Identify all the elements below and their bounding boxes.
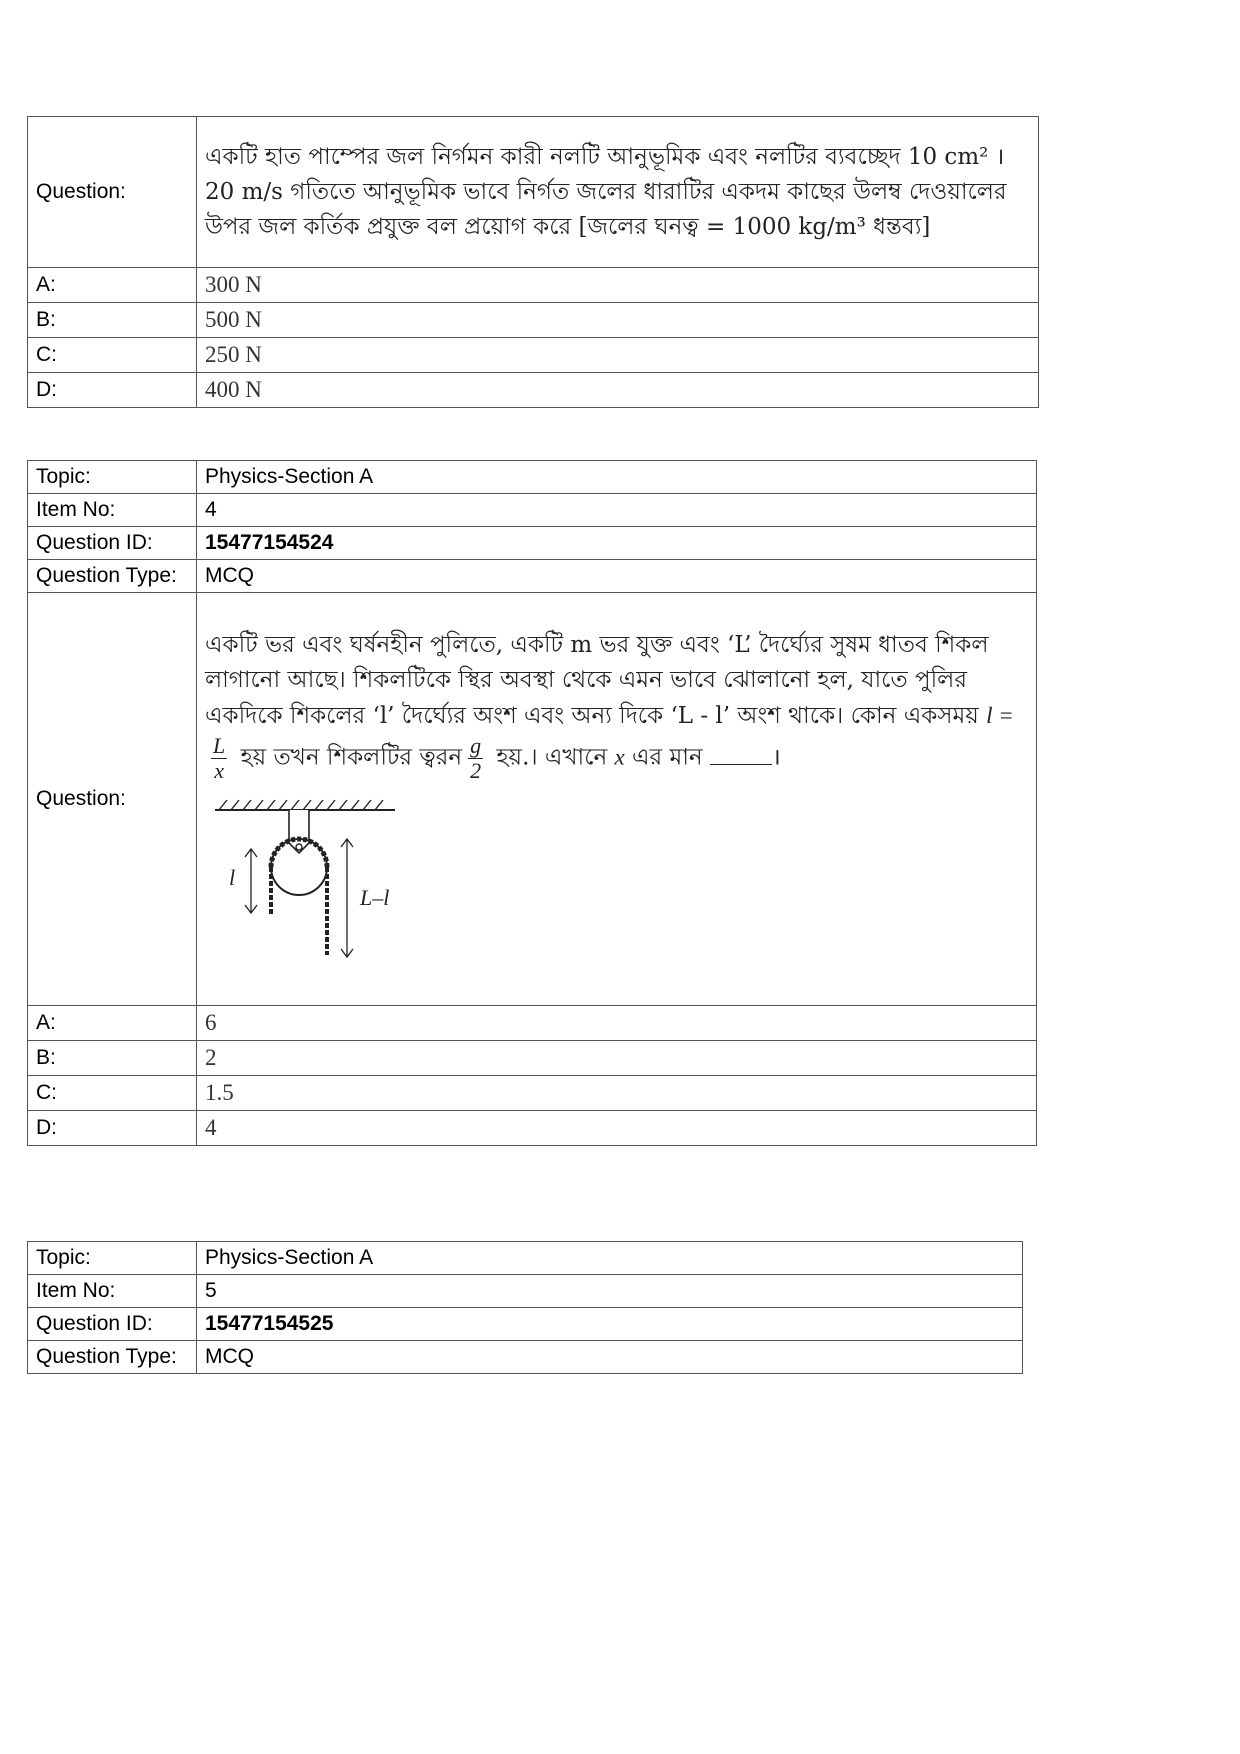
option-value: 1.5	[197, 1076, 1037, 1111]
question-type-row	[28, 560, 1037, 593]
question-text-part2: হয় তখন শিকলটির ত্বরন	[240, 744, 463, 771]
option-value: 400 N	[197, 373, 1039, 408]
question-type-label: Question Type:	[28, 1341, 197, 1374]
option-label: B:	[28, 1041, 197, 1076]
item-value: 5	[197, 1275, 1023, 1308]
item-row	[28, 494, 1037, 527]
fraction-denominator: 2	[470, 758, 482, 783]
option-row-c	[28, 1076, 1037, 1111]
pulley-chain-diagram	[205, 795, 405, 970]
option-value: 4	[197, 1111, 1037, 1146]
item-label: Item No:	[28, 1275, 197, 1308]
question-id-row	[28, 1308, 1023, 1341]
item-label: Item No:	[28, 494, 197, 527]
question-type-label: Question Type:	[28, 560, 197, 593]
option-value: 250 N	[197, 338, 1039, 373]
option-row-b	[28, 303, 1039, 338]
option-row-a	[28, 1006, 1037, 1041]
option-label: D:	[28, 1111, 197, 1146]
fraction-numerator: g	[470, 733, 482, 758]
question-row	[28, 117, 1039, 268]
option-label: D:	[28, 373, 197, 408]
question-3-table	[27, 116, 1039, 408]
ceiling-hatching	[219, 800, 383, 810]
question-label: Question:	[28, 593, 197, 1006]
arrow-L-minus-l	[341, 839, 353, 957]
fraction-l-over-x	[211, 734, 227, 783]
question-label: Question:	[28, 117, 197, 268]
diagram-label-L-minus-l: L–l	[360, 885, 390, 910]
option-row-c	[28, 338, 1039, 373]
topic-row	[28, 1242, 1023, 1275]
option-row-d	[28, 1111, 1037, 1146]
option-value: 300 N	[197, 268, 1039, 303]
question-id-value: 15477154525	[197, 1308, 1023, 1341]
question-id-row	[28, 527, 1037, 560]
question-text-part4: এর মান	[632, 744, 703, 771]
diagram-label-l: l	[229, 865, 236, 890]
fraction-denominator: x	[214, 758, 224, 783]
question-body	[197, 593, 1037, 1006]
topic-value: Physics-Section A	[197, 1242, 1023, 1275]
topic-label: Topic:	[28, 461, 197, 494]
question-text-part3: হয়.। এখানে	[496, 744, 608, 771]
question-4-table	[27, 460, 1037, 1146]
fraction-g-over-2	[468, 734, 483, 783]
topic-label: Topic:	[28, 1242, 197, 1275]
question-type-value: MCQ	[197, 560, 1037, 593]
question-type-row	[28, 1341, 1023, 1374]
question-id-label: Question ID:	[28, 527, 197, 560]
question-5-table	[27, 1241, 1023, 1374]
item-value: 4	[197, 494, 1037, 527]
option-label: C:	[28, 1076, 197, 1111]
arrow-l	[245, 849, 257, 913]
question-text-end: ।	[771, 744, 781, 771]
topic-value: Physics-Section A	[197, 461, 1037, 494]
question-id-value: 15477154524	[197, 527, 1037, 560]
option-row-d	[28, 373, 1039, 408]
option-label: A:	[28, 1006, 197, 1041]
option-label: C:	[28, 338, 197, 373]
pulley-axle	[296, 844, 302, 850]
option-label: A:	[28, 268, 197, 303]
item-row	[28, 1275, 1023, 1308]
variable-x: x	[614, 744, 625, 770]
topic-row	[28, 461, 1037, 494]
option-row-a	[28, 268, 1039, 303]
option-row-b	[28, 1041, 1037, 1076]
question-text-part1: একটি ভর এবং ঘর্ষনহীন পুলিতে, একটি m ভর যুক্ত এবং ‘L’ দৈর্ঘ্যের সুষম ধাতব শিকল লাগানো আছে। শিকলটিকে স্থির অবস্থা থেকে এমন ভাবে ঝোলানো হল, যাতে পুলির একদিকে শিকলের ‘l’ দৈর্ঘ্যের অংশ এবং অন্য দিকে ‘L - l’ অংশ থাকে। কোন একসময়	[205, 632, 989, 729]
question-id-label: Question ID:	[28, 1308, 197, 1341]
option-value: 2	[197, 1041, 1037, 1076]
question-row	[28, 593, 1037, 1006]
question-type-value: MCQ	[197, 1341, 1023, 1374]
option-value: 500 N	[197, 303, 1039, 338]
fraction-numerator: L	[213, 733, 226, 758]
answer-blank	[710, 742, 772, 765]
option-value: 6	[197, 1006, 1037, 1041]
equation-lhs: l =	[986, 703, 1014, 728]
option-label: B:	[28, 303, 197, 338]
question-text: একটি হাত পাম্পের জল নির্গমন কারী নলটি আনুভূমিক এবং নলটির ব্যবচ্ছেদ 10 cm² । 20 m/s গতিতে আনুভূমিক ভাবে নির্গত জলের ধারাটির একদম কাছের উলম্ব দেওয়ালের উপর জল কর্তিক প্রযুক্ত বল প্রয়োগ করে [জলের ঘনত্ব = 1000 kg/m³ ধন্তব্য]	[197, 117, 1039, 268]
